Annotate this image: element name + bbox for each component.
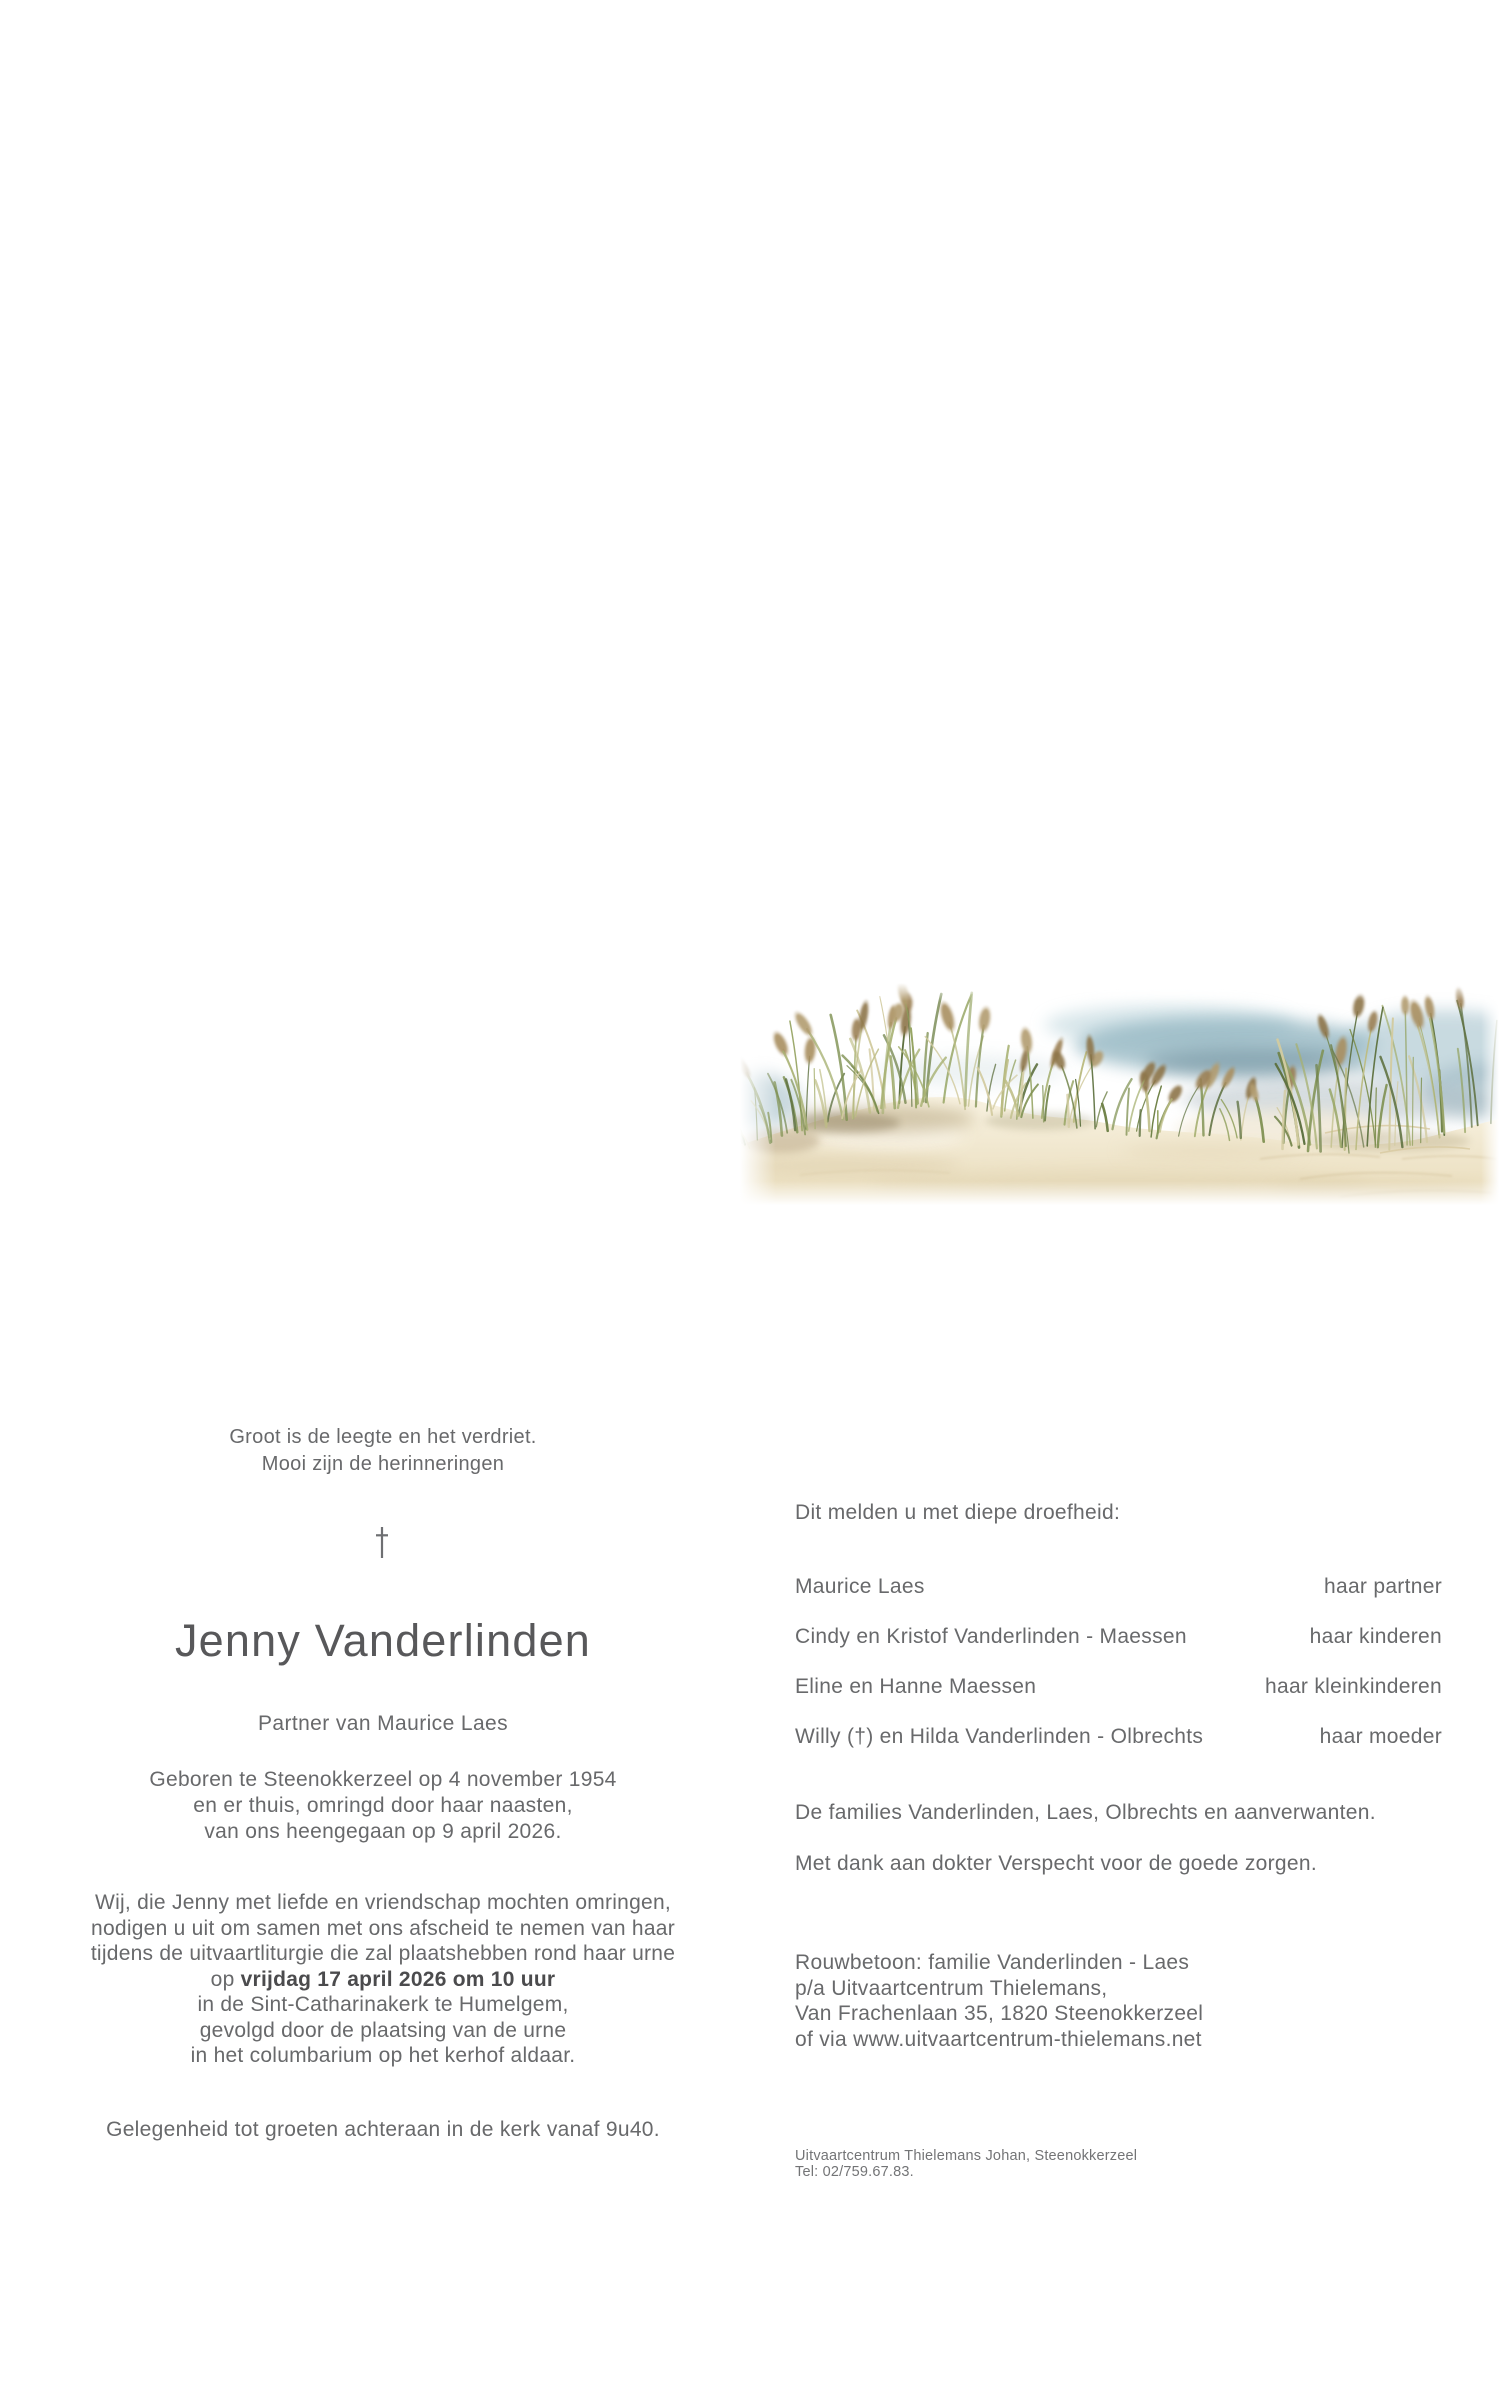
thanks-line: Met dank aan dokter Verspecht voor de goede zorgen.	[795, 1852, 1317, 1875]
greeting-line: Gelegenheid tot groeten achteraan in de kerk vanaf 9u40.	[106, 2118, 660, 2141]
date-prefix: op	[210, 1967, 241, 1991]
epigraph	[63, 1424, 703, 1478]
invitation-line: gevolgd door de plaatsing van de urne	[199, 2018, 567, 2042]
condolence-line: Rouwbetoon: familie Vanderlinden - Laes	[795, 1951, 1190, 1974]
condolence-line: of via www.uitvaartcentrum-thielemans.net	[795, 2027, 1202, 2051]
family-names: Eline en Hanne Maessen	[795, 1675, 1037, 1698]
family-names: Maurice Laes	[795, 1575, 925, 1598]
epigraph-line: Mooi zijn de herinneringen	[261, 1453, 505, 1475]
epigraph-line: Groot is de leegte en het verdriet.	[229, 1426, 537, 1448]
cross-icon	[367, 1524, 397, 1562]
families-line: De families Vanderlinden, Laes, Olbrechts en aanverwanten.	[795, 1801, 1376, 1824]
invitation-line: nodigen u uit om samen met ons afscheid te nemen van haar	[91, 1916, 675, 1940]
funeral-home-footer	[795, 2149, 1442, 2180]
family-row	[795, 1575, 1442, 1599]
family-names: Cindy en Kristof Vanderlinden - Maessen	[795, 1625, 1187, 1648]
family-relation: haar kleinkinderen	[1264, 1675, 1442, 1698]
family-row	[795, 1625, 1442, 1649]
family-relation: haar partner	[1323, 1575, 1442, 1598]
invitation-line: Wij, die Jenny met liefde en vriendschap mochten omringen,	[95, 1891, 671, 1914]
partner-line: Partner van Maurice Laes	[257, 1712, 509, 1735]
invitation-block	[63, 1890, 703, 2069]
invitation-date-line	[63, 1967, 703, 1993]
invitation-line: in het columbarium op het kerhof aldaar.	[190, 2044, 576, 2067]
footer-line: Tel: 02/759.67.83.	[795, 2163, 914, 2180]
condolence-line: Van Frachenlaan 35, 1820 Steenokkerzeel	[795, 2002, 1204, 2025]
footer-line: Uitvaartcentrum Thielemans Johan, Steenokkerzeel	[795, 2148, 1138, 2164]
condolences-block	[795, 1950, 1442, 2052]
birth-death-line: en er thuis, omringd door haar naasten,	[193, 1794, 573, 1817]
invitation-line: tijdens de uitvaartliturgie die zal plaatshebben rond haar urne	[90, 1942, 676, 1965]
funeral-date: vrijdag 17 april 2026 om 10 uur	[240, 1967, 556, 1991]
birth-death-block	[63, 1767, 703, 1845]
family-row	[795, 1725, 1442, 1749]
announcement-line: Dit melden u met diepe droefheid:	[795, 1501, 1121, 1524]
deceased-name-block	[63, 1616, 703, 1666]
family-row	[795, 1675, 1442, 1699]
dune-photo-graphic	[740, 983, 1499, 1205]
birth-death-line: van ons heengegaan op 9 april 2026.	[204, 1820, 562, 1843]
condolence-line: p/a Uitvaartcentrum Thielemans,	[795, 1976, 1108, 2000]
invitation-line: in de Sint-Catharinakerk te Humelgem,	[197, 1993, 569, 2016]
birth-death-line: Geboren te Steenokkerzeel op 4 november 1954	[149, 1768, 617, 1791]
family-relation: haar kinderen	[1309, 1625, 1442, 1648]
family-relation: haar moeder	[1319, 1725, 1442, 1748]
page-title: Jenny Vanderlinden	[174, 1615, 592, 1666]
dune-photo	[740, 983, 1499, 1205]
family-names: Willy (†) en Hilda Vanderlinden - Olbrechts	[795, 1725, 1204, 1748]
